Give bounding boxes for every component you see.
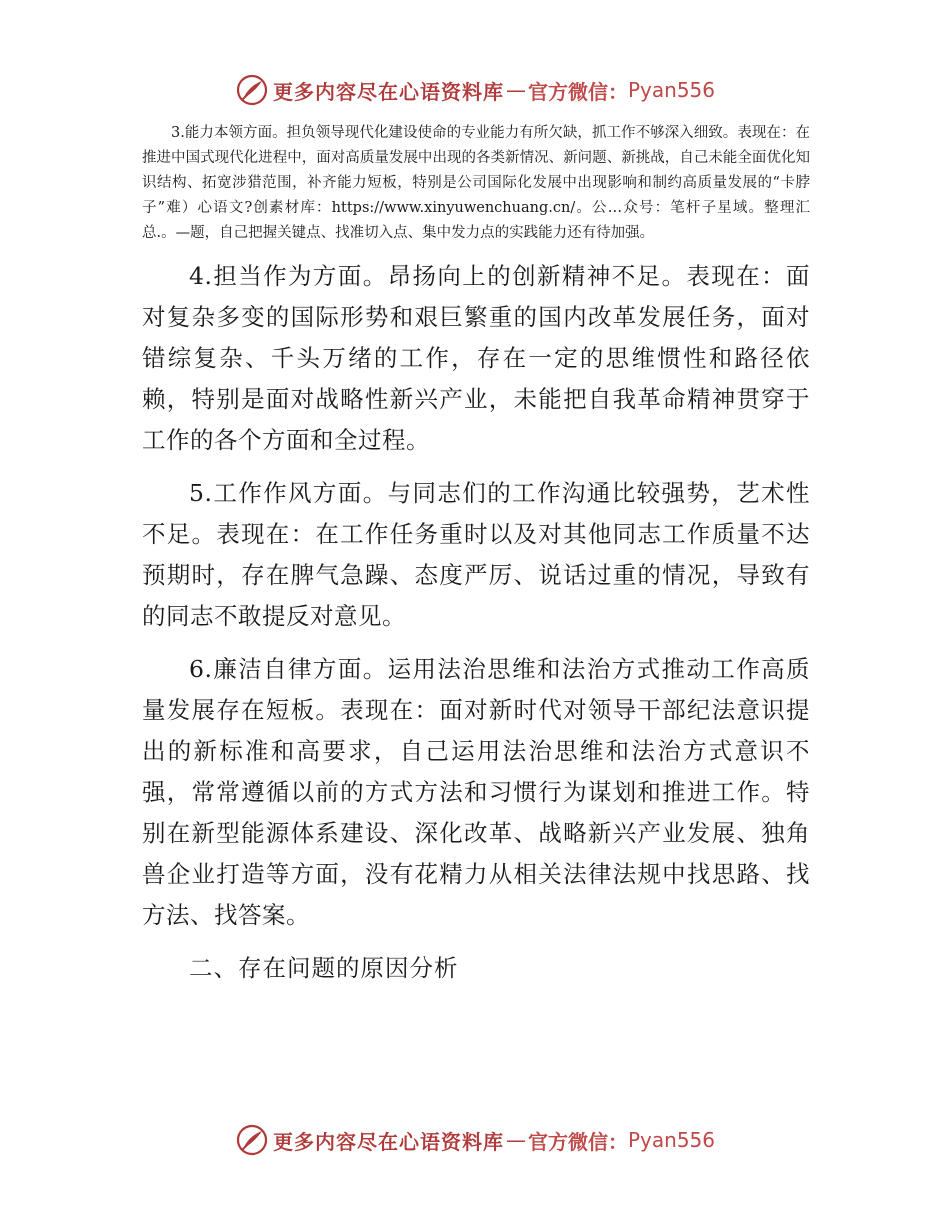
- footer-banner: [0, 1120, 950, 1160]
- paragraph-3: 3.能力本领方面。担负领导现代化建设使命的专业能力有所欠缺，抓工作不够深入细致。表现在：在推进中国式现代化进程中，面对高质量发展中出现的各类新情况、新问题、新挑战，自己未能全面优化知识结构、拓宽涉猎范围，补齐能力短板，特别是公司国际化发展中出现影响和制约高质量发展的“卡脖子”难）心语文?创素材库：https://www.xinyuwenchuang.cn/。公…众号：笔杆子星域。整理汇总.。—题，自己把握关键点、找准切入点、集中发力点的实践能力还有待加强。: [142, 125, 810, 241]
- banner-handle: Pyan556: [627, 1128, 715, 1152]
- banner-separator: —: [505, 1128, 526, 1152]
- banner-separator: —: [505, 78, 526, 102]
- paragraph-6: 6.廉洁自律方面。运用法治思维和法治方式推动工作高质量发展存在短板。表现在：面对新时代对领导干部纪法意识提出的新标准和高要求，自己运用法治思维和法治方式意识不强，常常遵循以前的方式方法和习惯行为谋划和推进工作。特别在新型能源体系建设、深化改革、战略新兴产业发展、独角兽企业打造等方面，没有花精力从相关法律法规中找思路、找方法、找答案。: [142, 655, 810, 929]
- banner-text: 更多内容尽在心语资料库: [272, 1129, 504, 1154]
- quill-logo-icon: [235, 73, 269, 107]
- paragraph-4: 4.担当作为方面。昂扬向上的创新精神不足。表现在：面对复杂多变的国际形势和艰巨繁重的国内改革发展任务，面对错综复杂、千头万绪的工作，存在一定的思维惯性和路径依赖，特别是面对战略性新兴产业，未能把自我革命精神贯穿于工作的各个方面和全过程。: [142, 262, 810, 454]
- quill-logo-icon: [235, 1123, 269, 1157]
- banner-wechat-label: 官方微信：: [527, 79, 628, 104]
- paragraph-5: 5.工作作风方面。与同志们的工作沟通比较强势，艺术性不足。表现在：在工作任务重时以及对其他同志工作质量不达预期时，存在脾气急躁、态度严厉、说话过重的情况，导致有的同志不敢提反对意见。: [142, 479, 810, 630]
- header-banner: [0, 70, 950, 110]
- banner-wechat-label: 官方微信：: [527, 1129, 628, 1154]
- banner-handle: Pyan556: [627, 78, 715, 102]
- document-body: [142, 121, 810, 989]
- section-heading: 二、存在问题的原因分析: [189, 954, 459, 982]
- banner-text: 更多内容尽在心语资料库: [272, 79, 504, 104]
